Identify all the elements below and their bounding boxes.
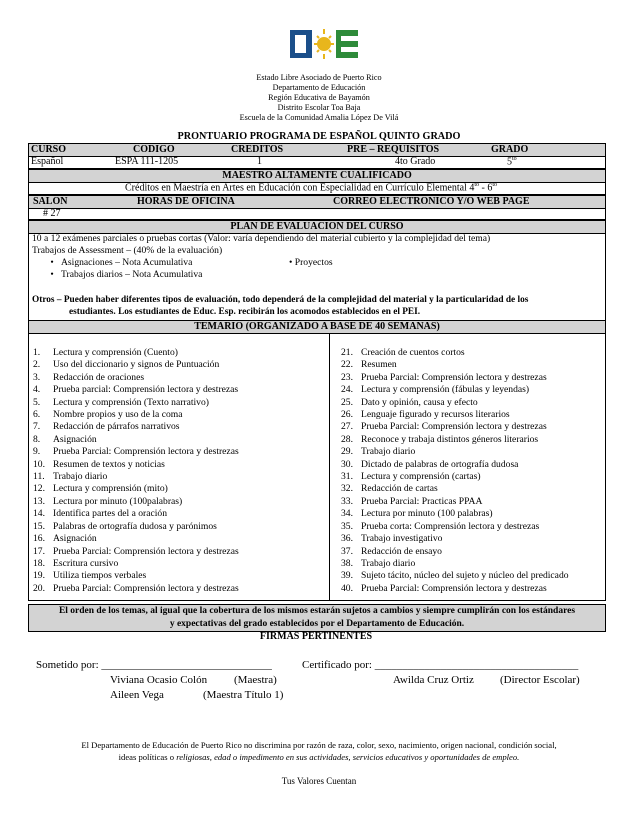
topic-item: 28. Reconoce y trabaja distintos géneros literarios bbox=[341, 433, 539, 445]
topic-item: 32. Redacción de cartas bbox=[341, 483, 438, 495]
evaluation-line: Trabajos de Assessment – (40% de la evaluación) bbox=[32, 245, 223, 256]
topic-item: 29. Trabajo diario bbox=[341, 446, 416, 458]
credits-line: Créditos en Maestría en Artes en Educación con Especialidad en Currículo Elemental $4^{to} - 6^{to}$ bbox=[28, 182, 606, 195]
certified-by-line: Certificado por: _____________________________________ bbox=[302, 659, 579, 671]
syllabus-table bbox=[28, 333, 606, 601]
syllabus-title-bar: TEMARIO (ORGANIZADO A BASE DE 40 SEMANAS) bbox=[28, 320, 606, 334]
topic-item: 16. Asignación bbox=[33, 533, 97, 545]
office-hours-header: HORAS DE OFICINA bbox=[137, 196, 235, 207]
nondiscrimination-line-2: ideas políticas o religiosas, edad o impedimento en sus actividades, servicios educativos y oportunidades de empleo. bbox=[118, 752, 520, 762]
course-header-bar bbox=[28, 143, 606, 157]
topic-item: 11. Trabajo diario bbox=[33, 471, 108, 483]
topic-item: 3. Redacción de oraciones bbox=[33, 371, 145, 383]
topic-item: 14. Identifica partes del a oración bbox=[33, 508, 168, 520]
topic-item: 4. Prueba parcial: Comprensión lectora y destrezas bbox=[33, 384, 239, 396]
evaluation-body bbox=[28, 233, 606, 325]
de-logo-icon bbox=[288, 26, 362, 62]
column-divider bbox=[329, 333, 330, 600]
topic-item: 36. Trabajo investigativo bbox=[341, 533, 443, 545]
teacher-2-role: (Maestra Título 1) bbox=[203, 689, 284, 701]
topic-item: 33. Prueba Parcial: Practicas PPAA bbox=[341, 495, 483, 507]
topic-item: 38. Trabajo diario bbox=[341, 557, 416, 569]
header-line: Distrito Escolar Toa Baja bbox=[277, 103, 361, 112]
teacher-2-name: Aileen Vega bbox=[110, 689, 164, 701]
grade-value: $5^{to}$ bbox=[507, 156, 517, 168]
code-value: ESPA 111-1205 bbox=[115, 156, 179, 167]
page-title: PRONTUARIO PROGRAMA DE ESPAÑOL QUINTO GRADO bbox=[177, 131, 461, 142]
others-note-2: estudiantes. Los estudiantes de Educ. Esp. recibirán los acomodos establecidos en el PEI. bbox=[69, 307, 421, 317]
order-note-line: y expectativas del grado establecidos por el Departamento de Educación. bbox=[169, 618, 465, 629]
office-header-bar bbox=[28, 195, 606, 209]
topic-item: 2. Uso del diccionario y signos de Puntuación bbox=[33, 359, 220, 371]
order-note-bar bbox=[28, 604, 606, 632]
code-header: CODIGO bbox=[133, 144, 175, 155]
credits-value: 1 bbox=[257, 156, 262, 167]
topic-item: 22. Resumen bbox=[341, 359, 397, 371]
director-name: Awilda Cruz Ortiz bbox=[393, 674, 474, 686]
director-role: (Director Escolar) bbox=[500, 674, 580, 686]
topic-item: 12. Lectura y comprensión (mito) bbox=[33, 483, 168, 495]
evaluation-line: 10 a 12 exámenes parciales o pruebas cortas (Valor: varía dependiendo del material cubierto y la complejidad del tema) bbox=[32, 233, 491, 244]
order-note-line: El orden de los temas, al igual que la cobertura de los mismos estarán sujetos a cambios y siempre cumplirán con los estándares bbox=[58, 606, 576, 616]
course-value: Español bbox=[31, 156, 64, 167]
topic-item: 15. Palabras de ortografía dudosa y parónimos bbox=[33, 520, 217, 532]
room-header: SALON bbox=[33, 196, 68, 207]
topic-item: 17. Prueba Parcial: Comprensión lectora y destrezas bbox=[33, 545, 239, 557]
evaluation-bullet: • Asignaciones – Nota Acumulativa bbox=[50, 257, 193, 268]
topic-item: 24. Lectura y comprensión (fábulas y leyendas) bbox=[341, 384, 530, 396]
header-line: Región Educativa de Bayamón bbox=[268, 93, 370, 102]
motto: Tus Valores Cuentan bbox=[281, 776, 357, 786]
signatures-title: FIRMAS PERTINENTES bbox=[259, 631, 373, 642]
topic-item: 31. Lectura y comprensión (cartas) bbox=[341, 471, 481, 483]
topic-item: 13. Lectura por minuto (100palabras) bbox=[33, 495, 183, 507]
prereq-value: 4to Grado bbox=[395, 156, 436, 167]
topic-item: 6. Nombre propios y uso de la coma bbox=[33, 409, 183, 421]
teacher-1-name: Viviana Ocasio Colón bbox=[110, 674, 208, 686]
topic-item: 20. Prueba Parcial: Comprensión lectora y destrezas bbox=[33, 582, 239, 594]
topic-item: 8. Asignación bbox=[33, 433, 97, 445]
credits-header: CREDITOS bbox=[231, 144, 284, 155]
topic-item: 7. Redacción de párrafos narrativos bbox=[33, 421, 180, 433]
topic-item: 9. Prueba Parcial: Comprensión lectora y destrezas bbox=[33, 446, 239, 458]
header-line: Departamento de Educación bbox=[272, 83, 366, 92]
topic-item: 5. Lectura y comprensión (Texto narrativo) bbox=[33, 396, 209, 408]
evaluation-bullet: • Trabajos diarios – Nota Acumulativa bbox=[50, 269, 203, 280]
header-line: Escuela de la Comunidad Amalia López De Vilá bbox=[239, 113, 399, 122]
topic-item: 30. Dictado de palabras de ortografía dudosa bbox=[341, 458, 519, 470]
topic-item: 18. Escritura cursivo bbox=[33, 557, 119, 569]
topic-item: 23. Prueba Parcial: Comprensión lectora y destrezas bbox=[341, 371, 547, 383]
topic-item: 39. Sujeto tácito, núcleo del sujeto y núcleo del predicado bbox=[341, 570, 569, 582]
room-value: # 27 bbox=[43, 208, 61, 219]
topics-right-list bbox=[341, 347, 569, 595]
course-header: CURSO bbox=[31, 144, 67, 155]
topic-item: 40. Prueba Parcial: Comprensión lectora y destrezas bbox=[341, 582, 547, 594]
topic-item: 37. Redacción de ensayo bbox=[341, 545, 442, 557]
grade-header: GRADO bbox=[491, 144, 529, 155]
nondiscrimination-line-1: El Departamento de Educación de Puerto Rico no discrimina por razón de raza, color, sexo, nacimiento, origen nacional, condición social, bbox=[81, 740, 557, 750]
header-line: Estado Libre Asociado de Puerto Rico bbox=[256, 73, 382, 82]
topic-item: 35. Prueba corta: Comprensión lectora y destrezas bbox=[341, 520, 540, 532]
topic-item: 19. Utiliza tiempos verbales bbox=[33, 570, 147, 582]
teacher-qualification-bar: MAESTRO ALTAMENTE CUALIFICADO bbox=[28, 169, 606, 183]
topic-item: 26. Lenguaje figurado y recursos literarios bbox=[341, 409, 510, 421]
topic-item: 27. Prueba Parcial: Comprensión lectora y destrezas bbox=[341, 421, 547, 433]
evaluation-side-bullet: • Proyectos bbox=[289, 257, 333, 268]
topic-item: 25. Dato y opinión, causa y efecto bbox=[341, 396, 478, 408]
submitted-by-line: Sometido por: _______________________________ bbox=[36, 659, 272, 671]
evaluation-title-bar: PLAN DE EVALUACION DEL CURSO bbox=[28, 220, 606, 234]
topic-item: 10. Resumen de textos y noticias bbox=[33, 458, 165, 470]
teacher-1-role: (Maestra) bbox=[234, 674, 277, 686]
course-values-row bbox=[28, 156, 606, 169]
room-row bbox=[28, 208, 606, 220]
topic-item: 21. Creación de cuentos cortos bbox=[341, 347, 465, 358]
prereq-header: PRE – REQUISITOS bbox=[347, 144, 440, 155]
topics-left-list bbox=[33, 347, 239, 595]
email-header: CORREO ELECTRONICO Y/O WEB PAGE bbox=[333, 196, 530, 207]
topic-item: 34. Lectura por minuto (100 palabras) bbox=[341, 508, 493, 520]
others-note: Otros – Pueden haber diferentes tipos de evaluación, todo dependerá de la complejidad del material y la particularidad de los bbox=[32, 295, 529, 305]
topic-item: 1. Lectura y comprensión (Cuento) bbox=[33, 347, 178, 358]
